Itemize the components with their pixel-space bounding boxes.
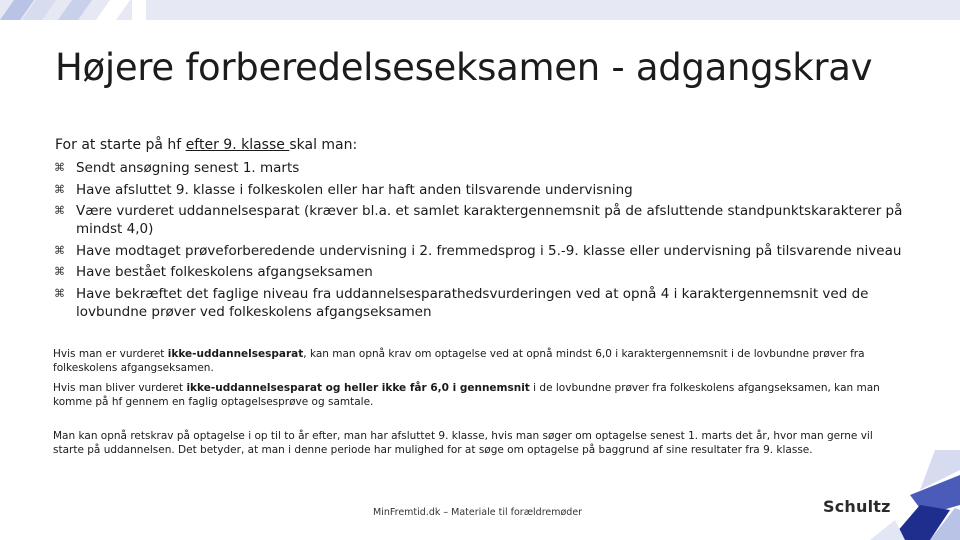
- list-item: [53, 181, 933, 199]
- requirement-text: Have afsluttet 9. klasse i folkeskolen eller har haft anden tilsvarende undervisning: [76, 182, 633, 198]
- intro-underlined: efter 9. klasse: [185, 137, 290, 153]
- requirement-text: Have bestået folkeskolens afgangseksamen: [76, 264, 373, 280]
- command-bullet-icon: ⌘: [54, 183, 65, 196]
- requirement-text: Være vurderet uddannelsesparat (kræver bl.a. et samlet karaktergennemsnit på de afsluttende standpunktskarakterer på mindst 4,0): [76, 203, 903, 237]
- requirement-text: Have modtaget prøveforberedende undervisning i 2. fremmedsprog i 5.-9. klasse eller undervisning på tilsvarende niveau: [76, 243, 902, 259]
- schultz-logo: Schultz: [823, 497, 891, 516]
- intro-prefix: For at starte på hf: [55, 137, 186, 153]
- requirements-list: [53, 159, 933, 325]
- list-item: [53, 242, 933, 260]
- requirement-text: Sendt ansøgning senest 1. marts: [76, 160, 300, 176]
- list-item: [53, 263, 933, 281]
- note1-bold: ikke-uddannelsesparat: [167, 348, 304, 360]
- intro-text: [55, 137, 357, 153]
- command-bullet-icon: ⌘: [54, 204, 65, 217]
- list-item: [53, 285, 933, 321]
- footer-text: MinFremtid.dk – Materiale til forældremøder: [373, 507, 583, 518]
- note-entrance-exam: [53, 381, 893, 409]
- page-title: Højere forberedelseseksamen - adgangskrav: [55, 46, 873, 89]
- list-item: [53, 159, 933, 177]
- note-legal-right: Man kan opnå retskrav på optagelse i op til to år efter, man har afsluttet 9. klasse, hvis man søger om optagelse senest 1. marts det år, hvor man gerne vil starte på uddannelsen. Det betyder, at man i denne periode har mulighed for at søge om optagelse på baggrund af sine resultater fra 9. klasse.: [53, 430, 873, 456]
- note2-suffix: i de lovbundne prøver fra folkeskolens afgangseksamen, kan man komme på hf gennem en faglig optagelsesprøve og samtale.: [53, 382, 880, 408]
- command-bullet-icon: ⌘: [54, 287, 65, 300]
- note-not-ready: [53, 347, 893, 375]
- top-decorative-bar: [0, 0, 960, 20]
- command-bullet-icon: ⌘: [54, 244, 65, 257]
- command-bullet-icon: ⌘: [54, 265, 65, 278]
- note1-suffix: , kan man opnå krav om optagelse ved at opnå mindst 6,0 i karaktergennemsnit i de lovbundne prøver fra folkeskolens afgangseksamen.: [53, 348, 865, 374]
- top-decor-shapes: [0, 0, 150, 20]
- corner-decor-shapes: [850, 450, 960, 540]
- command-bullet-icon: ⌘: [54, 161, 65, 174]
- intro-suffix: skal man:: [289, 137, 358, 153]
- note2-prefix: Hvis man bliver vurderet: [53, 382, 187, 394]
- requirement-text: Have bekræftet det faglige niveau fra uddannelsesparathedsvurderingen ved at opnå 4 i karaktergennemsnit ved de lovbundne prøver ved folkeskolens afgangseksamen: [76, 286, 869, 320]
- note2-bold: ikke-uddannelsesparat og heller ikke får 6,0 i gennemsnit: [186, 382, 530, 394]
- note1-prefix: Hvis man er vurderet: [53, 348, 168, 360]
- list-item: [53, 202, 933, 238]
